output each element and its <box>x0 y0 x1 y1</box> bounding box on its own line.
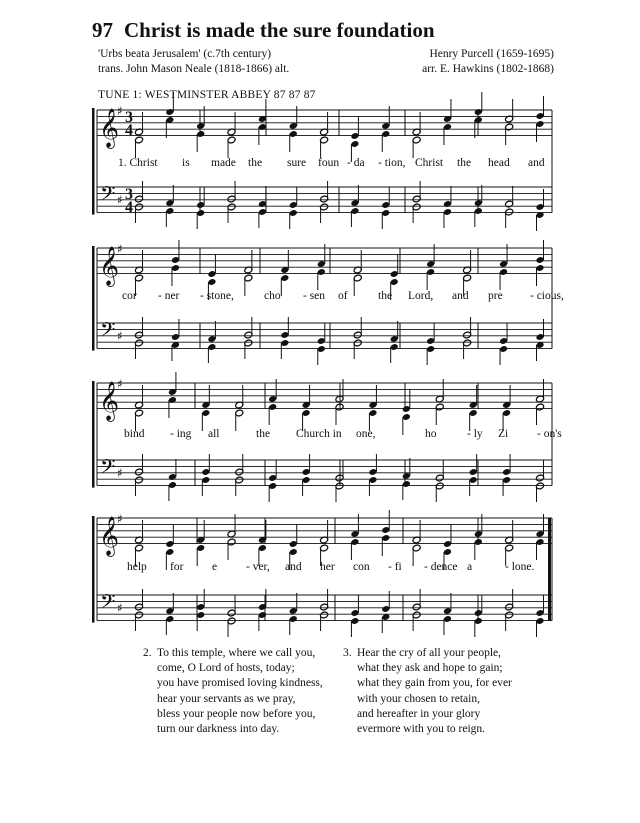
verse-line: evermore with you to reign. <box>357 723 486 736</box>
verse-line: bless your people now before you, <box>157 707 316 720</box>
lyric-syllable: and <box>452 290 469 302</box>
lyric-syllable: con <box>353 561 370 573</box>
treble-clef-icon: 𝄞 <box>99 516 120 556</box>
sharp-key-signature-icon: ♯ <box>117 512 123 526</box>
translator-line: trans. John Mason Neale (1818-1866) alt. <box>98 63 290 75</box>
sharp-key-signature-icon: ♯ <box>117 377 123 391</box>
lyric-syllable: sure <box>287 157 307 169</box>
arranger-line: arr. E. Hawkins (1802-1868) <box>422 63 554 75</box>
lyric-syllable: cor <box>122 290 137 302</box>
lyric-syllable: and <box>285 561 302 573</box>
lyric-syllable: head <box>488 157 510 169</box>
lyric-syllable: Zi <box>498 428 509 440</box>
hymn-title: Christ is made the sure foundation <box>124 18 435 42</box>
verse-line: what they ask and hope to gain; <box>357 662 503 675</box>
lyric-syllable: e <box>212 561 218 573</box>
bass-clef-icon: 𝄢 <box>100 455 116 483</box>
verse-line: come, O Lord of hosts, today; <box>157 662 295 675</box>
lyric-syllable: the <box>256 428 271 440</box>
lyric-syllable: - sen <box>303 290 326 302</box>
lyric-syllable: 1. Christ <box>118 157 158 169</box>
lyric-syllable: - ing <box>170 428 192 440</box>
lyric-syllable: - da <box>347 157 365 169</box>
lyric-syllable: help <box>127 561 147 573</box>
lyric-syllable: - lone. <box>505 561 535 573</box>
verse-line: and hereafter in your glory <box>357 707 481 720</box>
lyric-syllable: the <box>457 157 472 169</box>
lyric-syllable: the <box>248 157 263 169</box>
lyric-syllable: one, <box>356 428 376 440</box>
lyric-syllable: of <box>338 290 348 302</box>
sharp-key-signature-icon: ♯ <box>117 104 123 118</box>
lyric-syllable: - cious, <box>530 290 564 302</box>
lyric-syllable: - ver, <box>246 561 270 573</box>
treble-clef-icon: 𝄞 <box>99 108 120 148</box>
lyric-syllable: Christ <box>415 157 444 169</box>
bass-clef-icon: 𝄢 <box>100 590 116 618</box>
verse-line: Hear the cry of all your people, <box>357 647 502 659</box>
lyric-syllable: bind <box>124 428 145 440</box>
lyric-syllable: all <box>208 428 220 440</box>
lyric-syllable: made <box>211 157 236 169</box>
system-bracket <box>92 246 95 351</box>
lyric-syllable: the <box>378 290 393 302</box>
lyric-syllable: ho <box>425 428 437 440</box>
verse-line: hear your servants as we pray, <box>157 692 296 705</box>
lyric-syllable: - tion, <box>378 157 406 169</box>
time-signature-top: 3 <box>125 109 133 126</box>
lyric-syllable: cho <box>264 290 281 302</box>
hymn-number: 97 <box>92 18 113 42</box>
bass-clef-icon: 𝄢 <box>100 182 116 210</box>
sharp-key-signature-icon: ♯ <box>117 242 123 256</box>
verse-line: To this temple, where we call you, <box>157 647 316 659</box>
verse-number: 2. <box>143 647 152 659</box>
verse-2 <box>143 646 323 737</box>
lyric-syllable: - ner <box>158 290 180 302</box>
time-signature-bottom: 4 <box>125 122 133 139</box>
text-source-line: 'Urbs beata Jerusalem' (c.7th century) <box>98 48 272 60</box>
system-bracket <box>92 108 95 215</box>
verse-line: you have promised loving kindness, <box>157 677 323 690</box>
lyric-syllable: a <box>467 561 473 573</box>
system-bracket <box>92 516 95 623</box>
lyric-syllable: - ly <box>467 428 483 440</box>
verse-3 <box>343 646 512 737</box>
lyric-syllable: Lord, <box>408 290 434 302</box>
final-barline-thick <box>548 518 551 621</box>
lyric-syllable: and <box>528 157 545 169</box>
treble-clef-icon: 𝄞 <box>99 381 120 421</box>
lyric-syllable: foun <box>318 157 340 169</box>
tune-name: TUNE 1: WESTMINSTER ABBEY 87 87 87 <box>98 89 316 101</box>
sharp-key-signature-icon: ♯ <box>117 601 123 615</box>
treble-clef-icon: 𝄞 <box>99 246 120 286</box>
sharp-key-signature-icon: ♯ <box>117 466 123 480</box>
lyric-syllable: - on's <box>537 428 562 440</box>
lyric-syllable: Church in <box>296 428 342 440</box>
verse-line: what they gain from you, for ever <box>357 677 512 690</box>
lyric-syllable: pre <box>488 290 503 302</box>
lyric-syllable: - stone, <box>200 290 234 302</box>
composer-line: Henry Purcell (1659-1695) <box>429 48 554 60</box>
verse-number: 3. <box>343 647 352 659</box>
verse-line: with your chosen to retain, <box>357 692 480 705</box>
lyric-syllable: - dence <box>424 561 458 573</box>
lyric-syllable: is <box>182 157 190 169</box>
lyric-syllable: for <box>170 561 184 573</box>
system-bracket <box>92 381 95 488</box>
lyric-syllable: - fi <box>388 561 402 573</box>
time-signature-top: 3 <box>125 186 133 203</box>
bass-clef-icon: 𝄢 <box>100 318 116 346</box>
sharp-key-signature-icon: ♯ <box>117 193 123 207</box>
lyric-syllable: her <box>320 561 335 573</box>
sharp-key-signature-icon: ♯ <box>117 329 123 343</box>
time-signature-bottom: 4 <box>125 199 133 216</box>
verse-line: turn our darkness into day. <box>157 723 280 736</box>
